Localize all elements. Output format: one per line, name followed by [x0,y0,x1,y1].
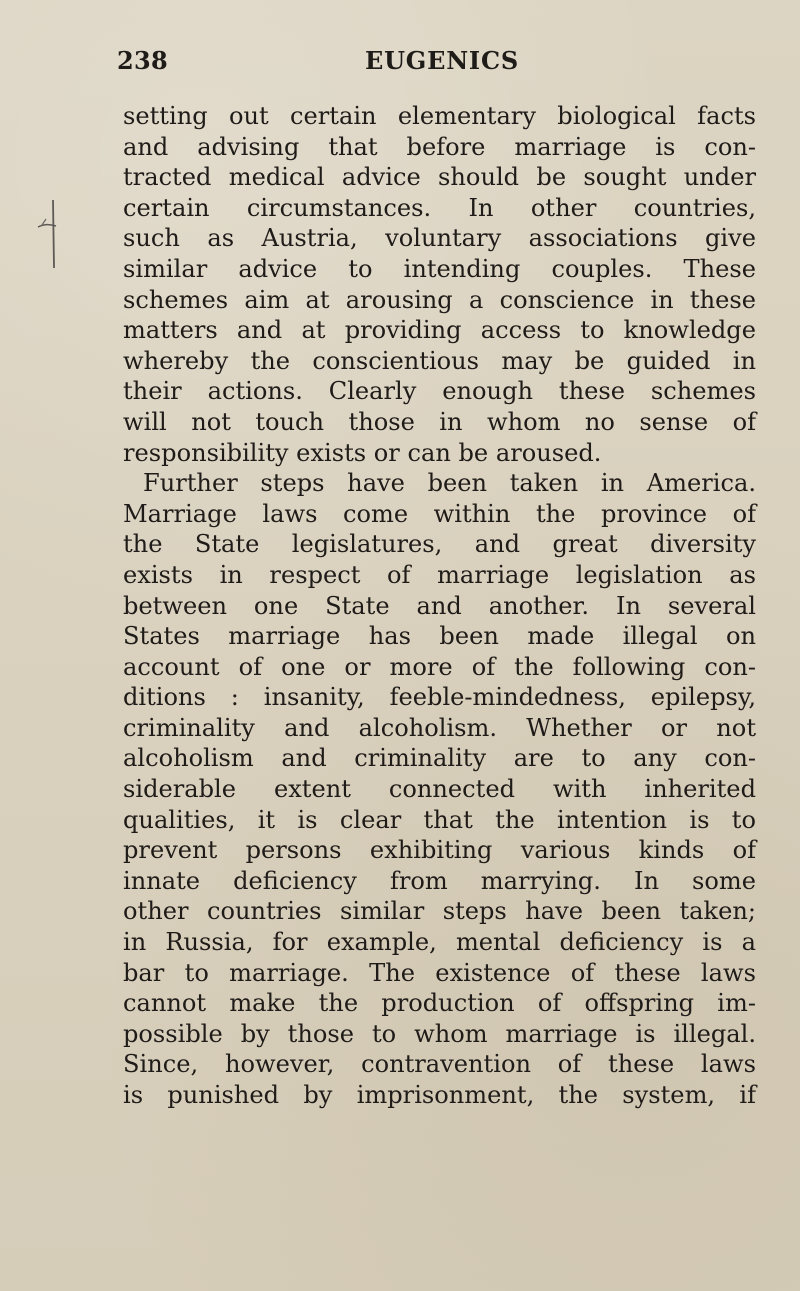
body-line: between one State and another. In several [123,591,756,620]
body-line: exists in respect of marriage legislation as [123,560,756,589]
body-line: such as Austria, voluntary associations give [123,224,756,253]
body-line: similar advice to intending couples. These [123,254,756,283]
body-line: States marriage has been made illegal on [123,622,756,651]
body-line: other countries similar steps have been taken; [123,897,756,926]
running-head: EUGENICS [364,46,519,75]
body-line: qualities, it is clear that the intention is to [123,805,756,834]
body-line: setting out certain elementary biological facts [123,102,756,130]
body-line: siderable extent connected with inherited [123,775,756,804]
margin-pencil-mark [34,198,62,270]
body-line: possible by those to whom marriage is illegal. [123,1019,756,1048]
body-line: whereby the conscientious may be guided in [123,346,756,375]
body-line: schemes aim at arousing a conscience in these [123,285,756,314]
page-header [117,46,519,74]
body-line: certain circumstances. In other countries, [123,193,756,222]
body-line: account of one or more of the following con- [123,652,756,681]
body-line: alcoholism and criminality are to any con- [123,744,756,773]
body-line: responsibility exists or can be aroused. [123,438,602,467]
body-line: in Russia, for example, mental deficiency is a [123,928,756,957]
body-line: and advising that before marriage is con- [123,132,756,161]
body-line: the State legislatures, and great diversity [123,530,756,559]
body-line: tracted medical advice should be sought under [123,163,756,192]
body-line: bar to marriage. The existence of these laws [123,958,756,987]
page-number: 238 [117,46,168,75]
body-line: will not touch those in whom no sense of [123,407,756,436]
body-line: cannot make the production of offspring im- [123,989,756,1018]
body-line: is punished by imprisonment, the system, if [123,1081,756,1109]
body-line: their actions. Clearly enough these schemes [123,377,756,406]
body-line: ditions : insanity, feeble-mindedness, epilepsy, [123,683,756,712]
body-line: Further steps have been taken in America. [143,469,756,498]
page-body-text [123,101,756,1111]
body-line: Since, however, contravention of these laws [123,1050,756,1079]
body-line: Marriage laws come within the province of [123,499,756,528]
body-line: matters and at providing access to knowledge [123,316,756,345]
body-line: prevent persons exhibiting various kinds of [123,836,756,865]
body-line: innate deficiency from marrying. In some [123,866,756,895]
body-line: criminality and alcoholism. Whether or not [123,713,756,742]
